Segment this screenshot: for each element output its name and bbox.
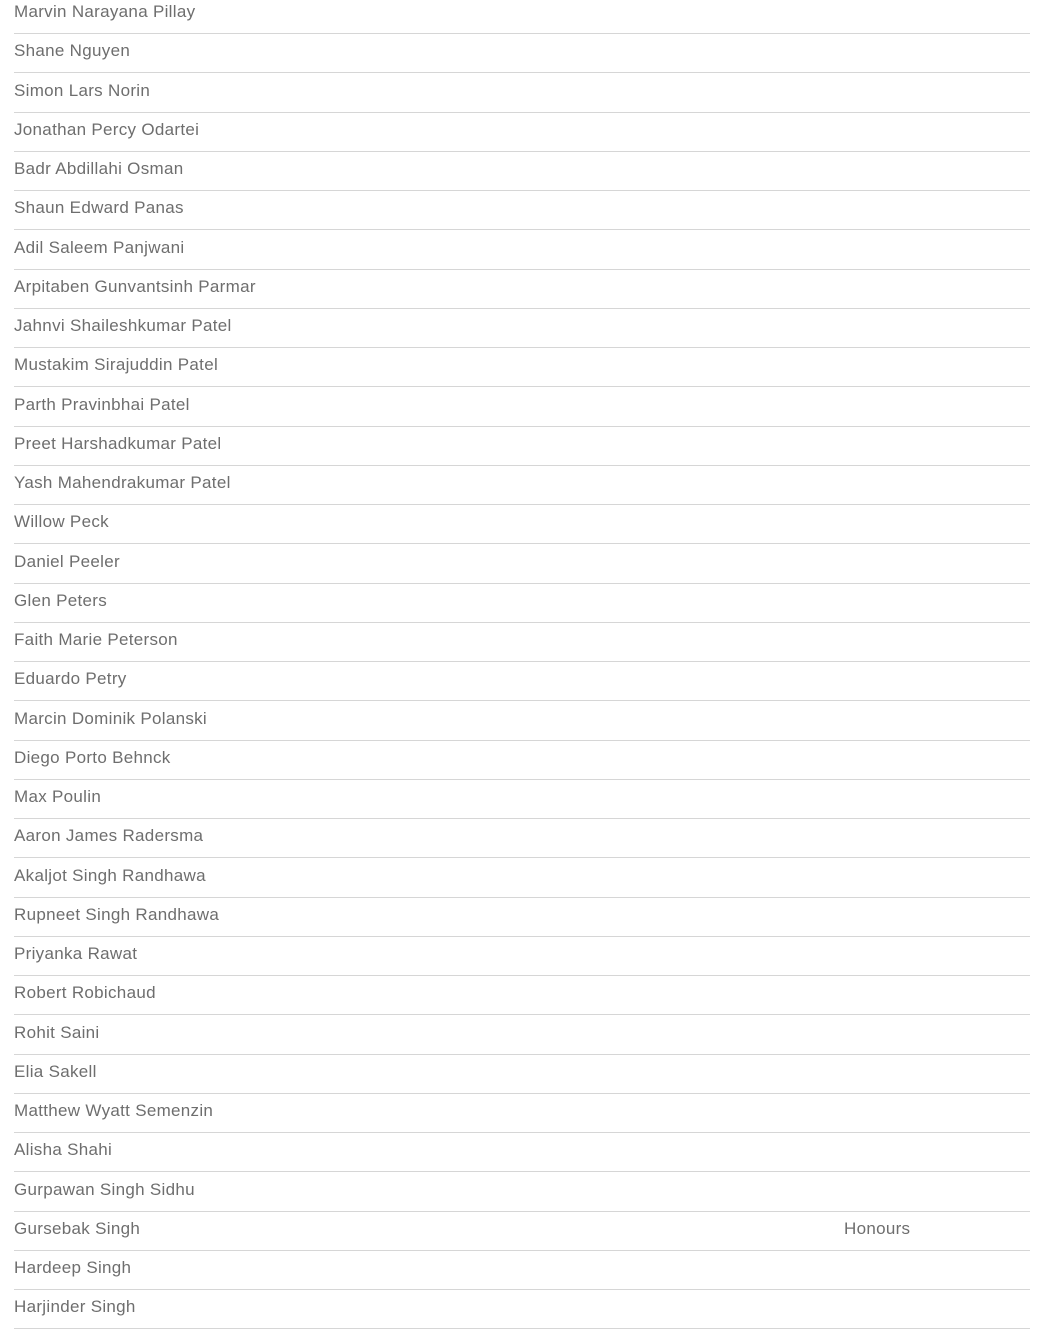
graduate-name: Parth Pravinbhai Patel: [14, 394, 190, 414]
graduate-name: Mustakim Sirajuddin Patel: [14, 355, 219, 375]
graduate-name: Shane Nguyen: [14, 41, 131, 61]
graduate-name: Adil Saleem Panjwani: [14, 237, 185, 257]
table-row: [14, 348, 1030, 387]
table-row: [14, 1133, 1030, 1172]
graduate-name: Faith Marie Peterson: [14, 630, 178, 649]
graduate-name: Gurpawan Singh Sidhu: [14, 1179, 195, 1199]
table-row: [14, 1290, 1030, 1329]
graduate-name: Jonathan Percy Odartei: [14, 119, 200, 139]
graduate-name: Yash Mahendrakumar Patel: [14, 473, 231, 492]
table-row: [14, 0, 1030, 34]
graduate-name: Jahnvi Shaileshkumar Patel: [14, 316, 232, 335]
table-row: [14, 623, 1030, 662]
table-row: [14, 505, 1030, 544]
table-row: [14, 191, 1030, 230]
graduate-name: Arpitaben Gunvantsinh Parmar: [14, 276, 256, 296]
graduate-name: Max Poulin: [14, 787, 102, 806]
graduate-name: Rupneet Singh Randhawa: [14, 904, 220, 924]
graduate-name: Harjinder Singh: [14, 1297, 136, 1317]
graduate-name: Diego Porto Behnck: [14, 747, 171, 767]
table-row: [14, 1212, 1030, 1251]
table-row: [14, 152, 1030, 191]
table-row: [14, 976, 1030, 1015]
graduate-name: Elia Sakell: [14, 1061, 97, 1081]
graduate-name: Matthew Wyatt Semenzin: [14, 1101, 214, 1120]
graduate-name: Robert Robichaud: [14, 983, 156, 1003]
graduate-name: Eduardo Petry: [14, 669, 127, 689]
table-row: [14, 858, 1030, 897]
table-row: [14, 1094, 1030, 1133]
graduate-name: Gursebak Singh: [14, 1218, 141, 1238]
table-row: [14, 387, 1030, 426]
graduate-name: Akaljot Singh Randhawa: [14, 865, 206, 885]
table-row: [14, 73, 1030, 112]
table-row: [14, 113, 1030, 152]
table-row: [14, 34, 1030, 73]
table-row: [14, 937, 1030, 976]
table-row: [14, 230, 1030, 269]
graduate-name: Glen Peters: [14, 590, 108, 610]
table-row: [14, 662, 1030, 701]
graduate-name: Simon Lars Norin: [14, 80, 151, 100]
graduate-name: Priyanka Rawat: [14, 944, 138, 963]
table-row: [14, 270, 1030, 309]
graduate-name: Badr Abdillahi Osman: [14, 159, 184, 178]
graduate-name: Willow Peck: [14, 512, 109, 532]
table-row: [14, 701, 1030, 740]
graduate-name: Aaron James Radersma: [14, 826, 204, 846]
table-row: [14, 1251, 1030, 1290]
graduate-name: Marcin Dominik Polanski: [14, 708, 208, 728]
table-row: [14, 427, 1030, 466]
graduate-name: Marvin Narayana Pillay: [14, 2, 196, 21]
graduate-name: Preet Harshadkumar Patel: [14, 433, 222, 453]
table-row: [14, 544, 1030, 583]
graduate-name: Hardeep Singh: [14, 1258, 132, 1277]
table-row: [14, 819, 1030, 858]
graduate-distinction: Honours: [844, 1218, 911, 1238]
table-row: [14, 780, 1030, 819]
graduate-name: Alisha Shahi: [14, 1140, 113, 1160]
graduate-list: [14, 0, 1030, 1329]
table-row: [14, 898, 1030, 937]
graduate-name: Rohit Saini: [14, 1022, 100, 1042]
table-row: [14, 1172, 1030, 1211]
table-row: [14, 1055, 1030, 1094]
table-row: [14, 584, 1030, 623]
table-row: [14, 466, 1030, 505]
graduate-name: Daniel Peeler: [14, 551, 120, 571]
graduate-name: Shaun Edward Panas: [14, 198, 184, 218]
table-row: [14, 741, 1030, 780]
table-row: [14, 1015, 1030, 1054]
table-row: [14, 309, 1030, 348]
